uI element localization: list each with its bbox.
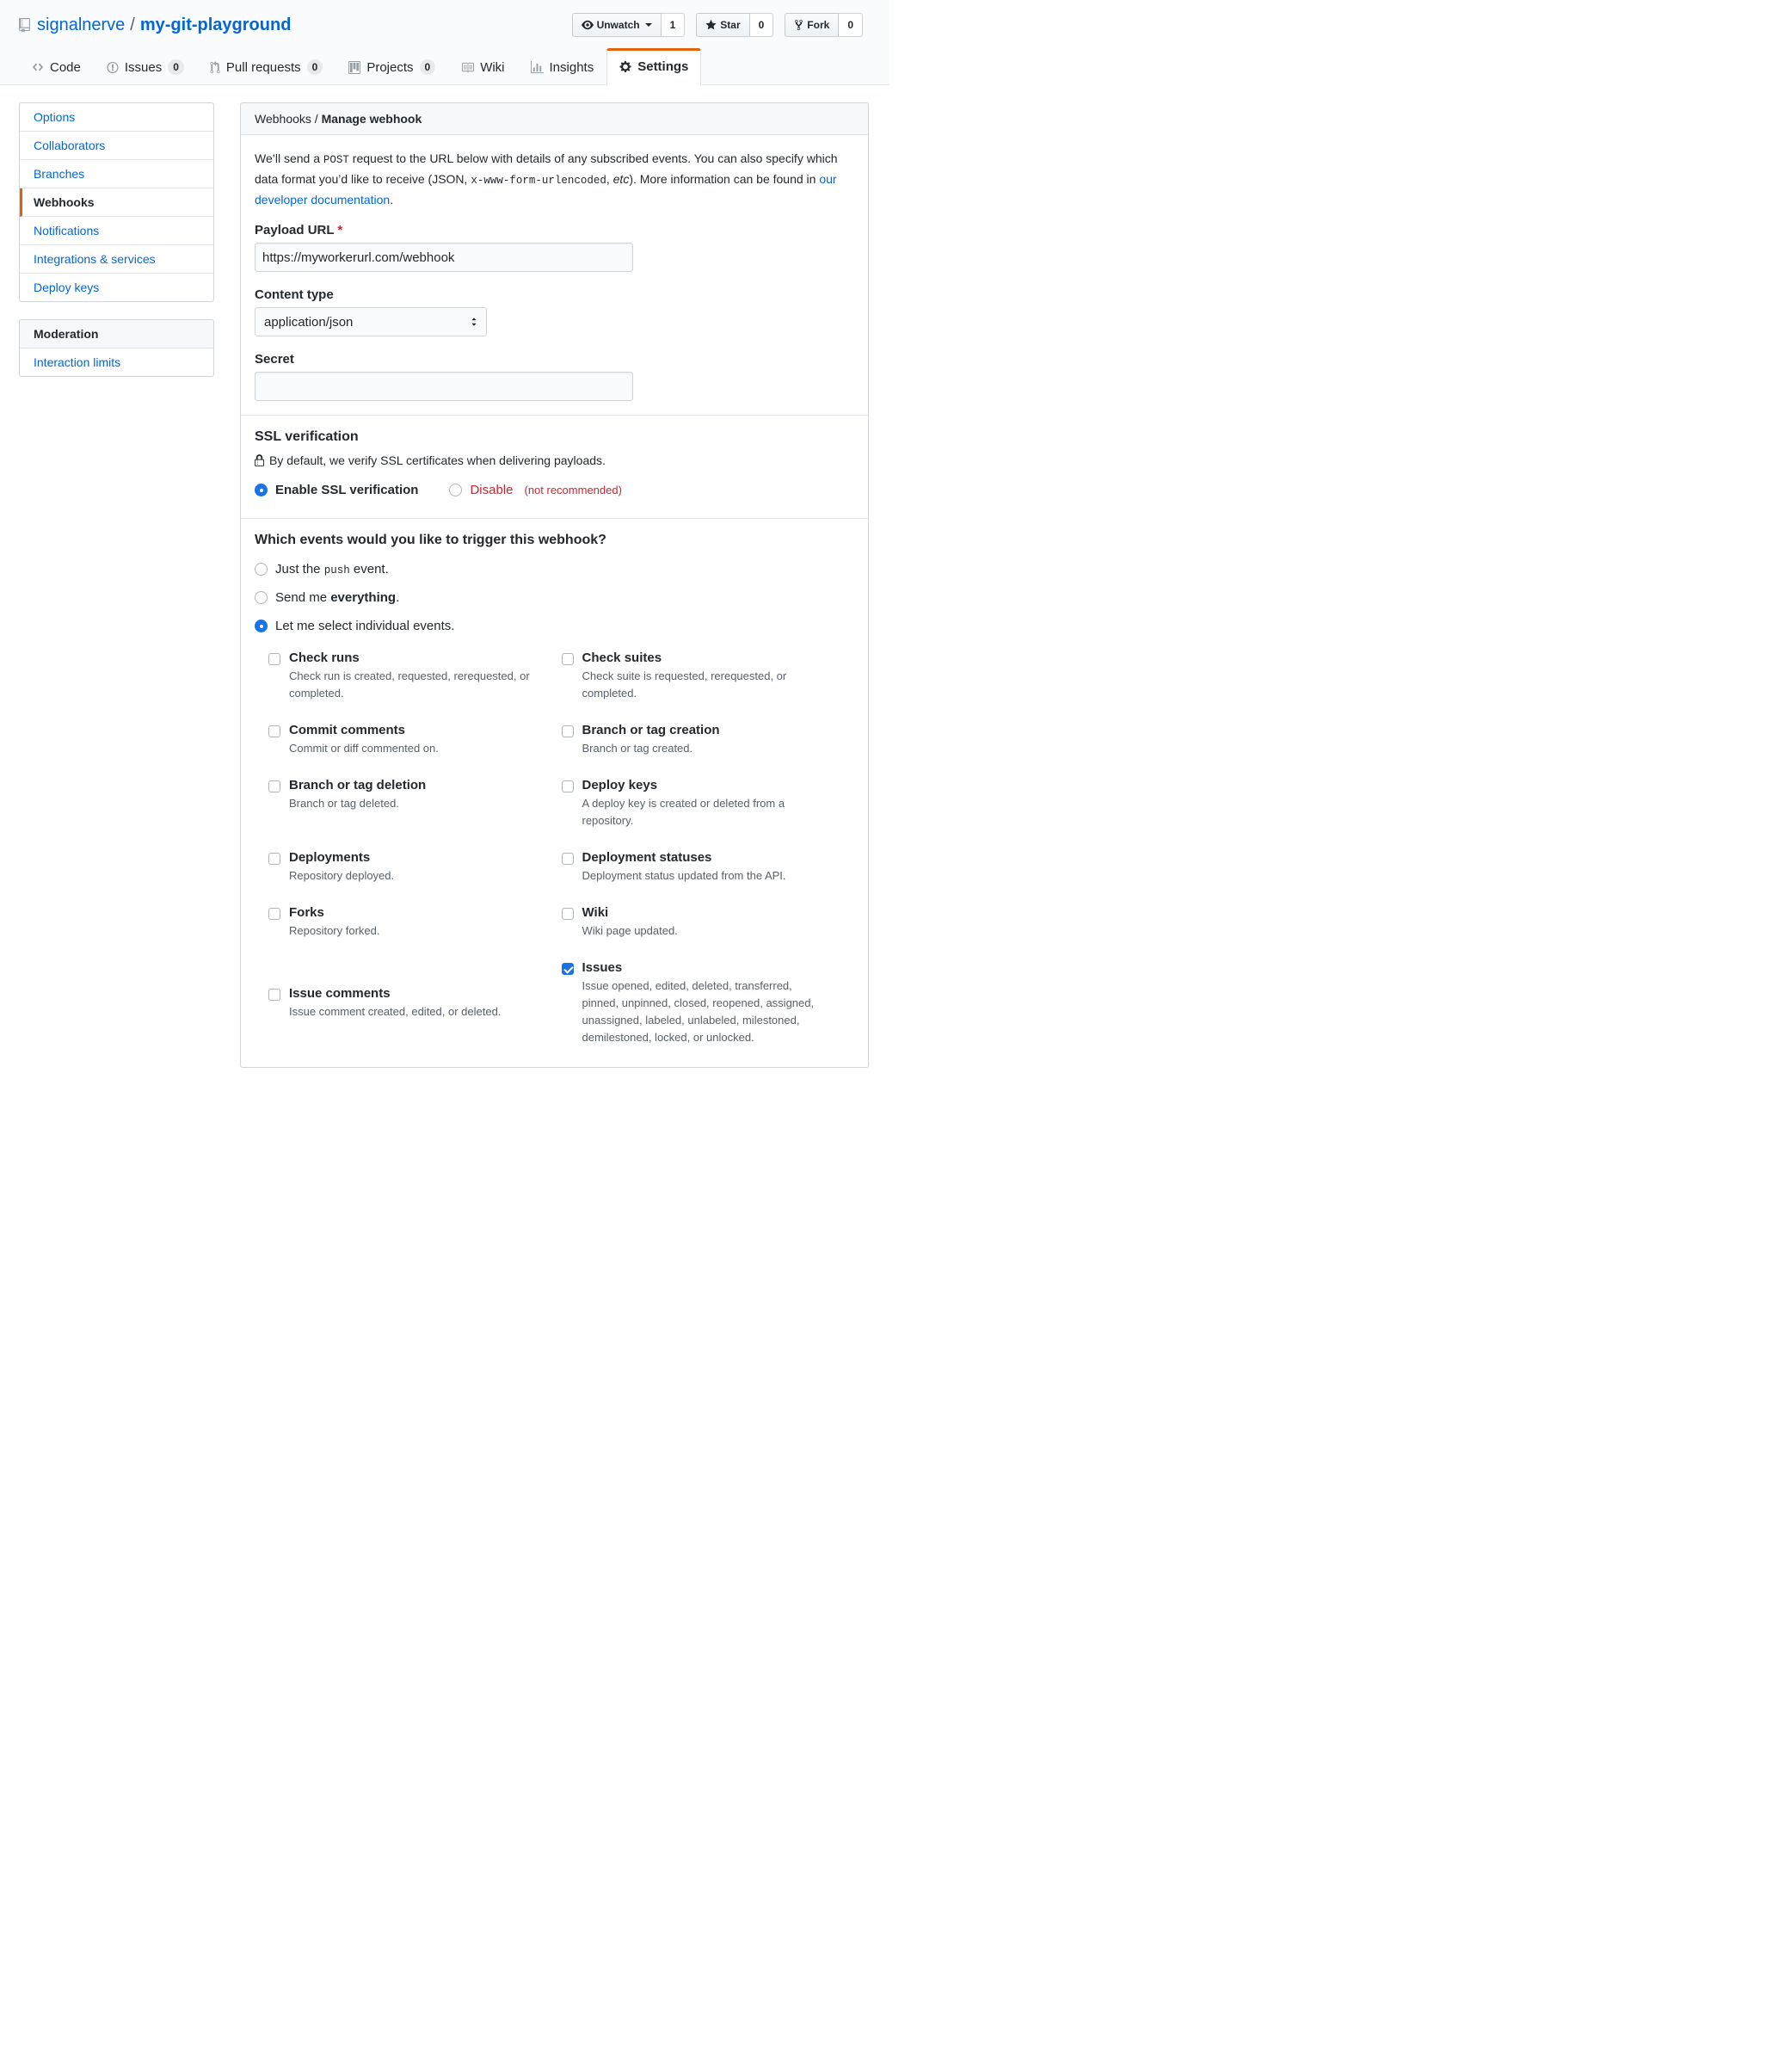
select-arrows-icon: [469, 316, 479, 328]
issue-comments-checkbox[interactable]: [268, 989, 280, 1001]
tab-projects-label: Projects: [366, 59, 414, 75]
tab-pull-requests[interactable]: [197, 48, 335, 85]
ssl-verification-heading: SSL verification: [255, 429, 359, 444]
payload-url-label: [255, 223, 854, 237]
settings-layout: [0, 85, 890, 1068]
send-everything-label: Send me everything.: [275, 590, 400, 605]
star-button[interactable]: [696, 13, 749, 37]
content-type-selected-value: application/json: [264, 314, 354, 330]
select-individual-label: Let me select individual events.: [275, 619, 455, 633]
event-desc: Repository forked.: [289, 924, 380, 937]
disable-ssl-label: Disable: [470, 483, 514, 497]
event-title: Issues: [582, 960, 623, 975]
fork-button-label: Fork: [807, 19, 830, 31]
content-type-group: [255, 287, 854, 336]
event-item-issues: [562, 960, 855, 1046]
code-icon: [32, 61, 44, 73]
tab-wiki-label: Wiki: [480, 59, 505, 75]
payload-url-input[interactable]: [255, 243, 633, 272]
required-asterisk: *: [337, 223, 343, 237]
watchers-count[interactable]: 1: [662, 13, 686, 37]
event-row: [268, 905, 854, 940]
content-type-select[interactable]: [255, 307, 487, 336]
payload-url-group: [255, 223, 854, 272]
manage-webhook-box: [240, 102, 869, 1068]
tab-settings-label: Settings: [637, 59, 689, 74]
webhook-description: [255, 149, 854, 209]
fork-button-group: [785, 13, 863, 37]
issues-checkbox[interactable]: [562, 963, 574, 975]
moderation-menu-header: Moderation: [20, 320, 213, 348]
events-section: [241, 518, 868, 1046]
graph-icon: [531, 61, 544, 74]
just-push-label: Just the push event.: [275, 562, 389, 577]
secret-label: Secret: [255, 352, 294, 367]
star-icon: [705, 19, 717, 31]
git-pull-request-icon: [210, 61, 220, 74]
payload-url-label-text: Payload URL: [255, 223, 335, 237]
repo-action-buttons: [572, 13, 863, 37]
repo-title-separator: /: [130, 15, 135, 34]
event-item-deploy-keys: [562, 778, 855, 829]
tab-code[interactable]: [19, 48, 94, 85]
description-text: .: [390, 193, 394, 207]
select-individual-option[interactable]: [255, 619, 854, 633]
description-text: ). More information can be found in: [629, 172, 820, 186]
tab-issues-label: Issues: [124, 59, 163, 75]
sidebar-item-options[interactable]: Options: [20, 103, 213, 132]
secret-input[interactable]: [255, 372, 633, 401]
event-title: Commit comments: [289, 723, 406, 737]
wiki-checkbox[interactable]: [562, 908, 574, 920]
webhook-form-section: [241, 135, 868, 415]
send-everything-radio[interactable]: [255, 591, 268, 604]
event-row: [268, 778, 854, 829]
webhook-panel-container: [240, 102, 869, 1068]
sidebar-item-integrations-services[interactable]: Integrations & services: [20, 245, 213, 274]
breadcrumb: [241, 103, 868, 135]
breadcrumb-webhooks: Webhooks: [255, 112, 311, 126]
event-desc: Wiki page updated.: [582, 924, 678, 937]
just-push-radio[interactable]: [255, 563, 268, 576]
forks-count[interactable]: 0: [839, 13, 863, 37]
lock-icon: [255, 454, 264, 467]
star-button-group: [696, 13, 773, 37]
moderation-menu: [19, 319, 214, 377]
check-runs-checkbox[interactable]: [268, 653, 280, 665]
event-row: [268, 850, 854, 885]
ssl-radio-group: [255, 483, 854, 504]
just-push-option[interactable]: [255, 562, 854, 577]
commit-comments-checkbox[interactable]: [268, 725, 280, 737]
settings-sidebar: [19, 102, 214, 377]
pull-requests-count-badge: 0: [307, 59, 323, 75]
events-heading: Which events would you like to trigger this webhook?: [255, 533, 606, 547]
event-desc: A deploy key is created or deleted from a repository.: [582, 797, 785, 827]
event-title: Deployments: [289, 850, 371, 865]
etc-emphasis: etc: [612, 172, 630, 186]
sidebar-item-interaction-limits[interactable]: Interaction limits: [34, 355, 121, 369]
chevron-down-icon: [645, 23, 652, 27]
event-title: Issue comments: [289, 986, 391, 1001]
description-text: ,: [606, 172, 613, 186]
event-title: Forks: [289, 905, 324, 920]
select-individual-radio[interactable]: [255, 620, 268, 632]
event-row: [268, 723, 854, 757]
content-type-label: Content type: [255, 287, 334, 302]
enable-ssl-option[interactable]: [255, 483, 418, 497]
deploy-keys-checkbox[interactable]: [562, 780, 574, 792]
stargazers-count[interactable]: 0: [750, 13, 774, 37]
event-item-commit-comments: [268, 723, 562, 757]
disable-ssl-radio[interactable]: [449, 484, 462, 496]
event-title: Deployment statuses: [582, 850, 712, 865]
breadcrumb-current: Manage webhook: [321, 112, 422, 126]
sidebar-item-deploy-keys[interactable]: Deploy keys: [34, 281, 100, 294]
post-code: POST: [323, 154, 349, 166]
repo-icon: [19, 18, 30, 33]
event-title: Check suites: [582, 651, 662, 665]
tab-issues[interactable]: [94, 48, 197, 85]
repo-nav: [0, 48, 890, 84]
description-text: request to the URL below with details of any subscribed events. You can also specify which data format you’d like to receive (JSON,: [255, 151, 838, 186]
project-board-icon: [348, 61, 360, 74]
branch-tag-creation-checkbox[interactable]: [562, 725, 574, 737]
event-desc: Repository deployed.: [289, 869, 395, 882]
event-desc: Check run is created, requested, rerequested, or completed.: [289, 669, 530, 700]
branch-tag-deletion-checkbox[interactable]: [268, 780, 280, 792]
event-item-branch-tag-deletion: [268, 778, 562, 829]
enable-ssl-label: Enable SSL verification: [275, 483, 419, 497]
event-item-deployment-statuses: [562, 850, 855, 885]
tab-insights-label: Insights: [549, 59, 594, 75]
tab-settings[interactable]: [606, 48, 701, 85]
event-item-wiki: [562, 905, 855, 940]
check-suites-checkbox[interactable]: [562, 653, 574, 665]
forks-checkbox[interactable]: [268, 908, 280, 920]
event-desc: Check suite is requested, rerequested, or completed.: [582, 669, 787, 700]
tab-projects[interactable]: [335, 48, 448, 85]
event-row: [268, 960, 854, 1046]
sidebar-item-collaborators[interactable]: Collaborators: [20, 132, 213, 160]
event-title: Check runs: [289, 651, 360, 665]
developer-documentation-link[interactable]: our developer documentation: [255, 172, 837, 207]
event-desc: Issue comment created, edited, or deleted.: [289, 1005, 502, 1018]
secret-group: [255, 352, 854, 401]
tab-wiki[interactable]: [448, 48, 517, 85]
disable-ssl-note: (not recommended): [524, 484, 622, 496]
tab-pull-requests-label: Pull requests: [225, 59, 301, 75]
repo-owner-link[interactable]: signalnerve: [37, 15, 126, 34]
event-row: [268, 651, 854, 702]
repo-title: [37, 15, 291, 35]
ssl-verification-section: [241, 415, 868, 518]
sidebar-item-branches[interactable]: Branches: [20, 160, 213, 188]
tab-code-label: Code: [50, 59, 81, 75]
issue-opened-icon: [107, 61, 119, 74]
ssl-note: [255, 453, 854, 467]
tab-insights[interactable]: [518, 48, 607, 85]
issues-count-badge: 0: [168, 59, 184, 75]
event-desc: Branch or tag deleted.: [289, 797, 399, 810]
event-title: Deploy keys: [582, 778, 658, 792]
repo-title-row: [0, 12, 890, 38]
event-desc: Issue opened, edited, deleted, transferred, pinned, unpinned, closed, reopened, assigned, unassigned, labeled, unlabeled, milestoned, demilestoned, locked, or unlocked.: [582, 979, 815, 1044]
ssl-note-text: By default, we verify SSL certificates when delivering payloads.: [269, 453, 606, 467]
unwatch-button[interactable]: [572, 13, 662, 37]
deployment-statuses-checkbox[interactable]: [562, 853, 574, 865]
event-item-issue-comments: [268, 986, 562, 1021]
unwatch-button-label: Unwatch: [596, 19, 640, 31]
send-everything-option[interactable]: [255, 590, 854, 605]
book-icon: [461, 61, 474, 74]
event-title: Wiki: [582, 905, 609, 920]
gear-icon: [619, 60, 631, 73]
repo-pagehead: [0, 0, 890, 85]
event-item-check-suites: [562, 651, 855, 702]
individual-events-grid: [268, 651, 854, 1046]
settings-menu: [19, 102, 214, 302]
event-title: Branch or tag deletion: [289, 778, 427, 792]
event-item-check-runs: [268, 651, 562, 702]
description-text: We’ll send a: [255, 151, 323, 165]
event-item-forks: [268, 905, 562, 940]
repo-name-link[interactable]: my-git-playground: [139, 15, 292, 34]
event-trigger-options: [255, 562, 854, 633]
deployments-checkbox[interactable]: [268, 853, 280, 865]
enable-ssl-radio[interactable]: [255, 484, 268, 496]
event-desc: Commit or diff commented on.: [289, 742, 439, 755]
event-desc: Branch or tag created.: [582, 742, 693, 755]
projects-count-badge: 0: [420, 59, 436, 75]
breadcrumb-separator: /: [311, 112, 322, 126]
disable-ssl-option[interactable]: [449, 483, 621, 497]
event-title: Branch or tag creation: [582, 723, 720, 737]
star-button-label: Star: [720, 19, 741, 31]
fork-button[interactable]: [785, 13, 839, 37]
sidebar-item-notifications[interactable]: Notifications: [20, 217, 213, 245]
event-item-deployments: [268, 850, 562, 885]
event-item-branch-tag-creation: [562, 723, 855, 757]
eye-icon: [582, 19, 594, 31]
sidebar-item-webhooks[interactable]: Webhooks: [20, 188, 213, 217]
watch-button-group: [572, 13, 686, 37]
fork-icon: [794, 19, 803, 31]
urlencoded-code: x-www-form-urlencoded: [471, 175, 606, 187]
event-desc: Deployment status updated from the API.: [582, 869, 786, 882]
